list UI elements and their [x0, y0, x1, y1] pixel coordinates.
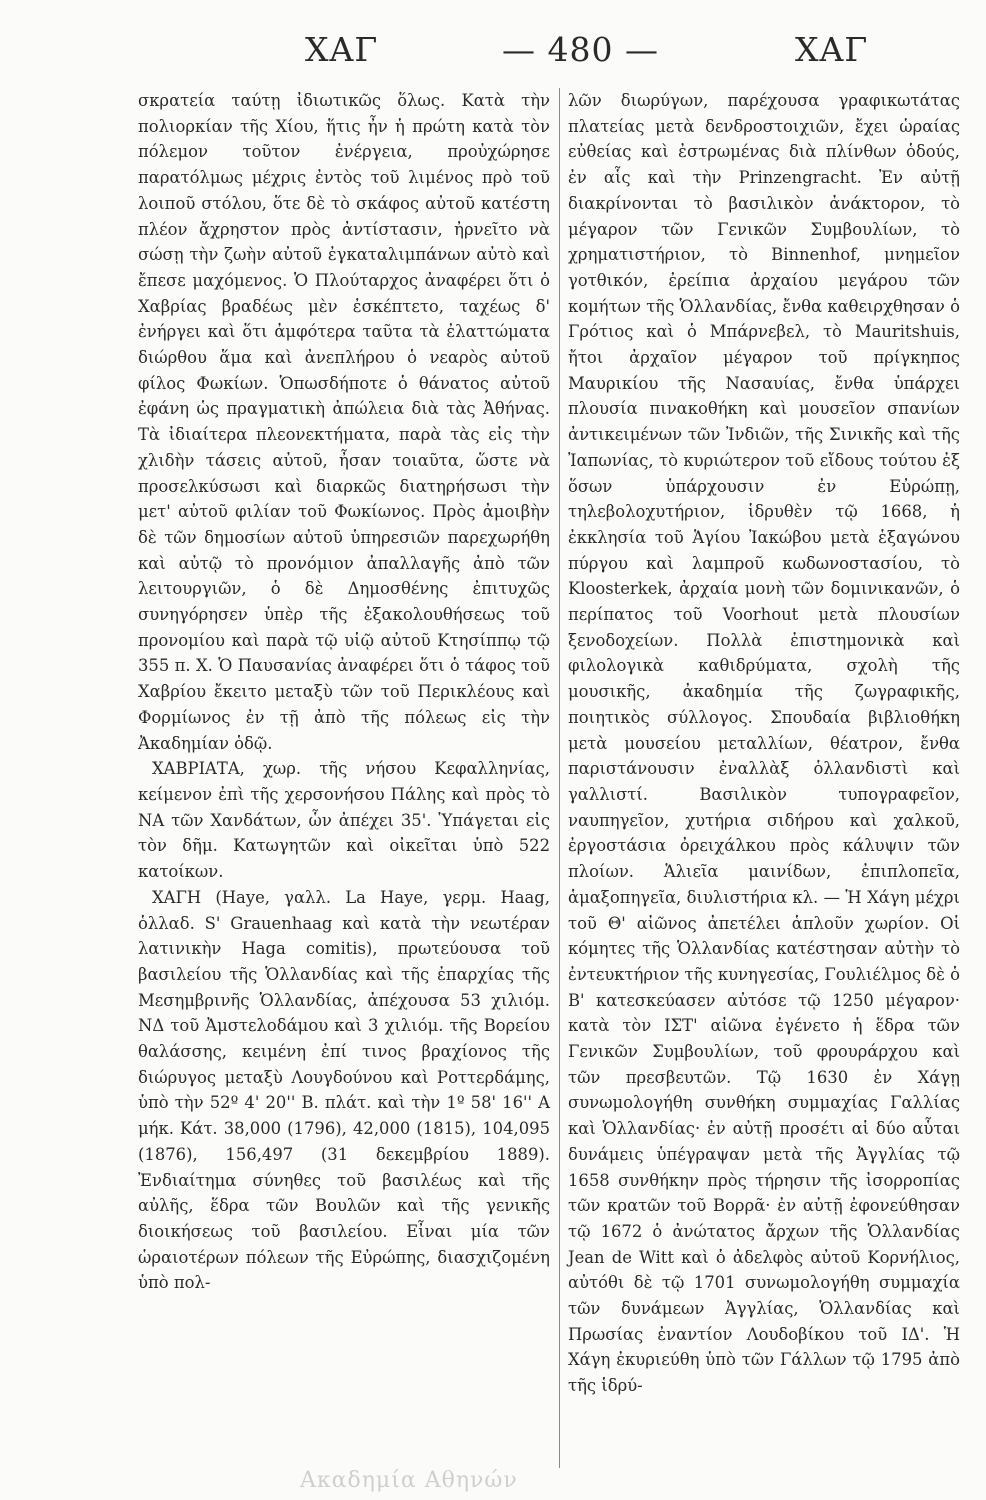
entry-chabrias-continued: σκρατεία ταύτῃ ἰδιωτικῶς ὅλως. Κατὰ τὴν πολιορκίαν τῆς Χίου, ἥτις ἦν ἡ πρώτη κατὰ τὸν πόλεμον τοῦτον ἐνέργεια, προὐχώρησε παρατόλμως μέχρις ἐντὸς τοῦ λιμένος πρὸ τοῦ λοιποῦ στόλου, ὅτε δὲ τὸ σκάφος αὐτοῦ κατέστη πλέον ἄχρηστον πρὸς ἀντίστασιν, ἠρνεῖτο νὰ σώσῃ τὴν ζωὴν αὐτοῦ ἐγκαταλιμπάνων αὐτὸ καὶ ἔπεσε μαχόμενος. Ὁ Πλούταρχος ἀναφέρει ὅτι ὁ Χαβρίας βραδέως μὲν ἐσκέπτετο, ταχέως δ' ἐνήργει καὶ ὅτι ἀμφότερα ταῦτα τὰ ἐλαττώματα διώρθου ἅμα καὶ ἀνεπλήρου ὁ νεαρὸς αὐτοῦ φίλος Φωκίων. Ὁπωσδήποτε ὁ θάνατος αὐτοῦ ἐφάνη ὡς πραγματικὴ ἀπώλεια διὰ τὰς Ἀθήνας. Τὰ ἰδιαίτερα πλεονεκτήματα, παρὰ τὰς εἰς τὴν χλιδὴν τάσεις αὐτοῦ, ἦσαν τοιαῦτα, ὥστε νὰ προσελκύσωσι καὶ διαρκῶς διατηρήσωσι τὴν μετ' αὐτοῦ φιλίαν τοῦ Φωκίωνος. Πρὸς ἀμοιβὴν δὲ τῶν δημοσίων αὐτοῦ ὑπηρεσιῶν παρεχωρήθη καὶ αὐτῷ τὸ προνόμιον ἀπαλλαγῆς ἀπὸ τῶν λειτουργιῶν, ὁ δὲ Δημοσθένης ἐπιτυχῶς συνηγόρησεν ὑπὲρ τῆς ἐξακολουθήσεως τοῦ προνομίου καὶ παρὰ τῷ υἱῷ αὐτοῦ Κτησίππῳ τῷ 355 π. Χ. Ὁ Παυσανίας ἀναφέρει ὅτι ὁ τάφος τοῦ Χαβρίου ἔκειτο μεταξὺ τῶν τοῦ Περικλέους καὶ Φορμίωνος ἐν τῇ ἀπὸ τῆς πόλεως εἰς τὴν Ἀκαδημίαν ὁδῷ. — [138, 91, 550, 753]
left-column — [138, 88, 550, 1296]
header-left-keyword: ΧΑΓ — [305, 30, 379, 69]
page-header — [130, 30, 880, 80]
watermark: Ακαδημία Αθηνών — [300, 1468, 518, 1493]
right-column — [568, 88, 960, 1399]
header-right-keyword: ΧΑΓ — [795, 30, 869, 69]
column-divider — [559, 88, 560, 1468]
entry-chavriata: ΧΑΒΡΙΑΤΑ, χωρ. τῆς νήσου Κεφαλληνίας, κείμενον ἐπὶ τῆς χερσονήσου Πάλης καὶ πρὸς τὸ ΝΑ τῶν Χανδάτων, ὧν ἀπέχει 35'. Ὑπάγεται εἰς τὸν δῆμ. Κατωγητῶν καὶ οἰκεῖται ὑπὸ 522 κατοίκων. — [138, 759, 550, 882]
page-number: — 480 — — [502, 30, 659, 69]
entry-chagi: ΧΑΓΗ (Haye, γαλλ. La Haye, γερμ. Haag, ὁλλαδ. S' Grauenhaag καὶ κατὰ τὴν νεωτέραν λατινικὴν Haga comitis), πρωτεύουσα τοῦ βασιλείου τῆς Ὁλλανδίας καὶ τῆς ἐπαρχίας τῆς Μεσημβρινῆς Ὁλλανδίας, ἀπέχουσα 53 χιλιόμ. ΝΔ τοῦ Ἀμστελοδάμου καὶ 3 χιλιόμ. τῆς Βορείου θαλάσσης, κειμένη ἐπί τινος βραχίονος τῆς διώρυγος μεταξὺ Λουγδούνου καὶ Ροττερδάμης, ὑπὸ τὴν 52º 4' 20'' Β. πλάτ. καὶ τὴν 1º 58' 16'' Α μήκ. Κάτ. 38,000 (1796), 42,000 (1815), 104,095 (1876), 156,497 (31 δεκεμβρίου 1889). Ἐνδιαίτημα σύνηθες τοῦ βασιλέως καὶ τῆς αὐλῆς, ἕδρα τῶν Βουλῶν καὶ τῆς γενικῆς διοικήσεως τοῦ βασιλείου. Εἶναι μία τῶν ὡραιοτέρων πόλεων τῆς Εὐρώπης, διασχιζομένη ὑπὸ πολ- — [138, 887, 550, 1293]
entry-chagi-continued: λῶν διωρύγων, παρέχουσα γραφικωτάτας πλατείας μετὰ δενδροστοιχιῶν, ἔχει ὡραίας εὐθείας καὶ ἐστρωμένας διὰ πλίνθων ὁδούς, ἐν αἷς καὶ τὴν Prinzengracht. Ἐν αὐτῇ διακρίνονται τὸ βασιλικὸν ἀνάκτορον, τὸ μέγαρον τῶν Γενικῶν Συμβουλίων, τὸ χρηματιστήριον, τὸ Binnenhof, μνημεῖον γοτθικόν, ἐρείπια ἀρχαίου μεγάρου τῶν κομήτων τῆς Ὁλλανδίας, ἔνθα καθειρχθησαν ὁ Γρότιος καὶ ὁ Μπάρνεβελ, τὸ Mauritshuis, ἤτοι ἀρχαῖον μέγαρον τοῦ πρίγκηπος Μαυρικίου τῆς Νασαυίας, ἔνθα ὑπάρχει πλουσία πινακοθήκη καὶ μουσεῖον σπανίων ἀντικειμένων τῶν Ἰνδιῶν, τῆς Σινικῆς καὶ τῆς Ἰαπωνίας, τὸ κυριώτερον τοῦ εἴδους τούτου ἐξ ὅσων ὑπάρχουσιν ἐν Εὐρώπῃ, τηλεβολοχυτήριον, ἱδρυθὲν τῷ 1668, ἡ ἐκκλησία τοῦ Ἁγίου Ἰακώβου μετὰ ἑξαγώνου πύργου καὶ λαμπροῦ κωδωνοστασίου, τὸ Kloosterkek, ἀρχαία μονὴ τῶν δομινικανῶν, ὁ περίπατος τοῦ Voorhout μετὰ πλουσίων ξενοδοχείων. Πολλὰ ἐπιστημονικὰ καὶ φιλολογικὰ καθιδρύματα, σχολὴ τῆς μουσικῆς, ἀκαδημία τῆς ζωγραφικῆς, ποιητικὸς σύλλογος. Σπουδαία βιβλιοθήκη μετὰ μουσείου μεταλλίων, θέατρον, ἔνθα παριστάνουσιν ἐναλλὰξ ὁλλανδιστὶ καὶ γαλλιστί. Βασιλικὸν τυπογραφεῖον, ναυπηγεῖον, χυτήρια σιδήρου καὶ χαλκοῦ, ἐργοστάσια ὀρειχάλκου πρὸς κάλυψιν τῶν πλοίων. Ἁλιεῖα μαινίδων, ἐπιπλοπεῖα, ἁμαξοπηγεῖα, διυλιστήρια κλ. — Ἡ Χάγη μέχρι τοῦ Θ' αἰῶνος ἀπετέλει ἁπλοῦν χωρίον. Οἱ κόμητες τῆς Ὁλλανδίας κατέστησαν αὐτὴν τὸ ἐντευκτήριον τῆς κυνηγεσίας, Γουλιέλμος δὲ ὁ Β' κατεσκεύασεν αὐτόσε τῷ 1250 μέγαρον· κατὰ τὸν ΙΣΤ' αἰῶνα ἐγένετο ἡ ἕδρα τῶν Γενικῶν Συμβουλίων, τοῦ φρουράρχου καὶ τῶν πρεσβευτῶν. Τῷ 1630 ἐν Χάγῃ συνωμολογήθη συνθήκη συμμαχίας Γαλλίας καὶ Ὁλλανδίας· ἐν αὐτῇ προσέτι αἱ δύο αὗται δυνάμεις ὑπέγραψαν μετὰ τῆς Ἀγγλίας τῷ 1658 συνθήκην πρὸς τήρησιν τῆς ἰσορροπίας τῶν κρατῶν τοῦ Βορρᾶ· ἐν αὐτῇ ἐφονεύθησαν τῷ 1672 ὁ ἀνώτατος ἄρχων τῆς Ὁλλανδίας Jean de Witt καὶ ὁ ἀδελφὸς αὐτοῦ Κορνήλιος, αὐτόθι δὲ τῷ 1701 συνωμολογήθη συμμαχία τῶν δυνάμεων Ἀγγλίας, Ὁλλανδίας καὶ Πρωσίας ἐναντίον Λουδοβίκου τοῦ ΙΔ'. Ἡ Χάγη ἐκυριεύθη ὑπὸ τῶν Γάλλων τῷ 1795 ἀπὸ τῆς ἱδρύ- — [568, 91, 960, 1396]
